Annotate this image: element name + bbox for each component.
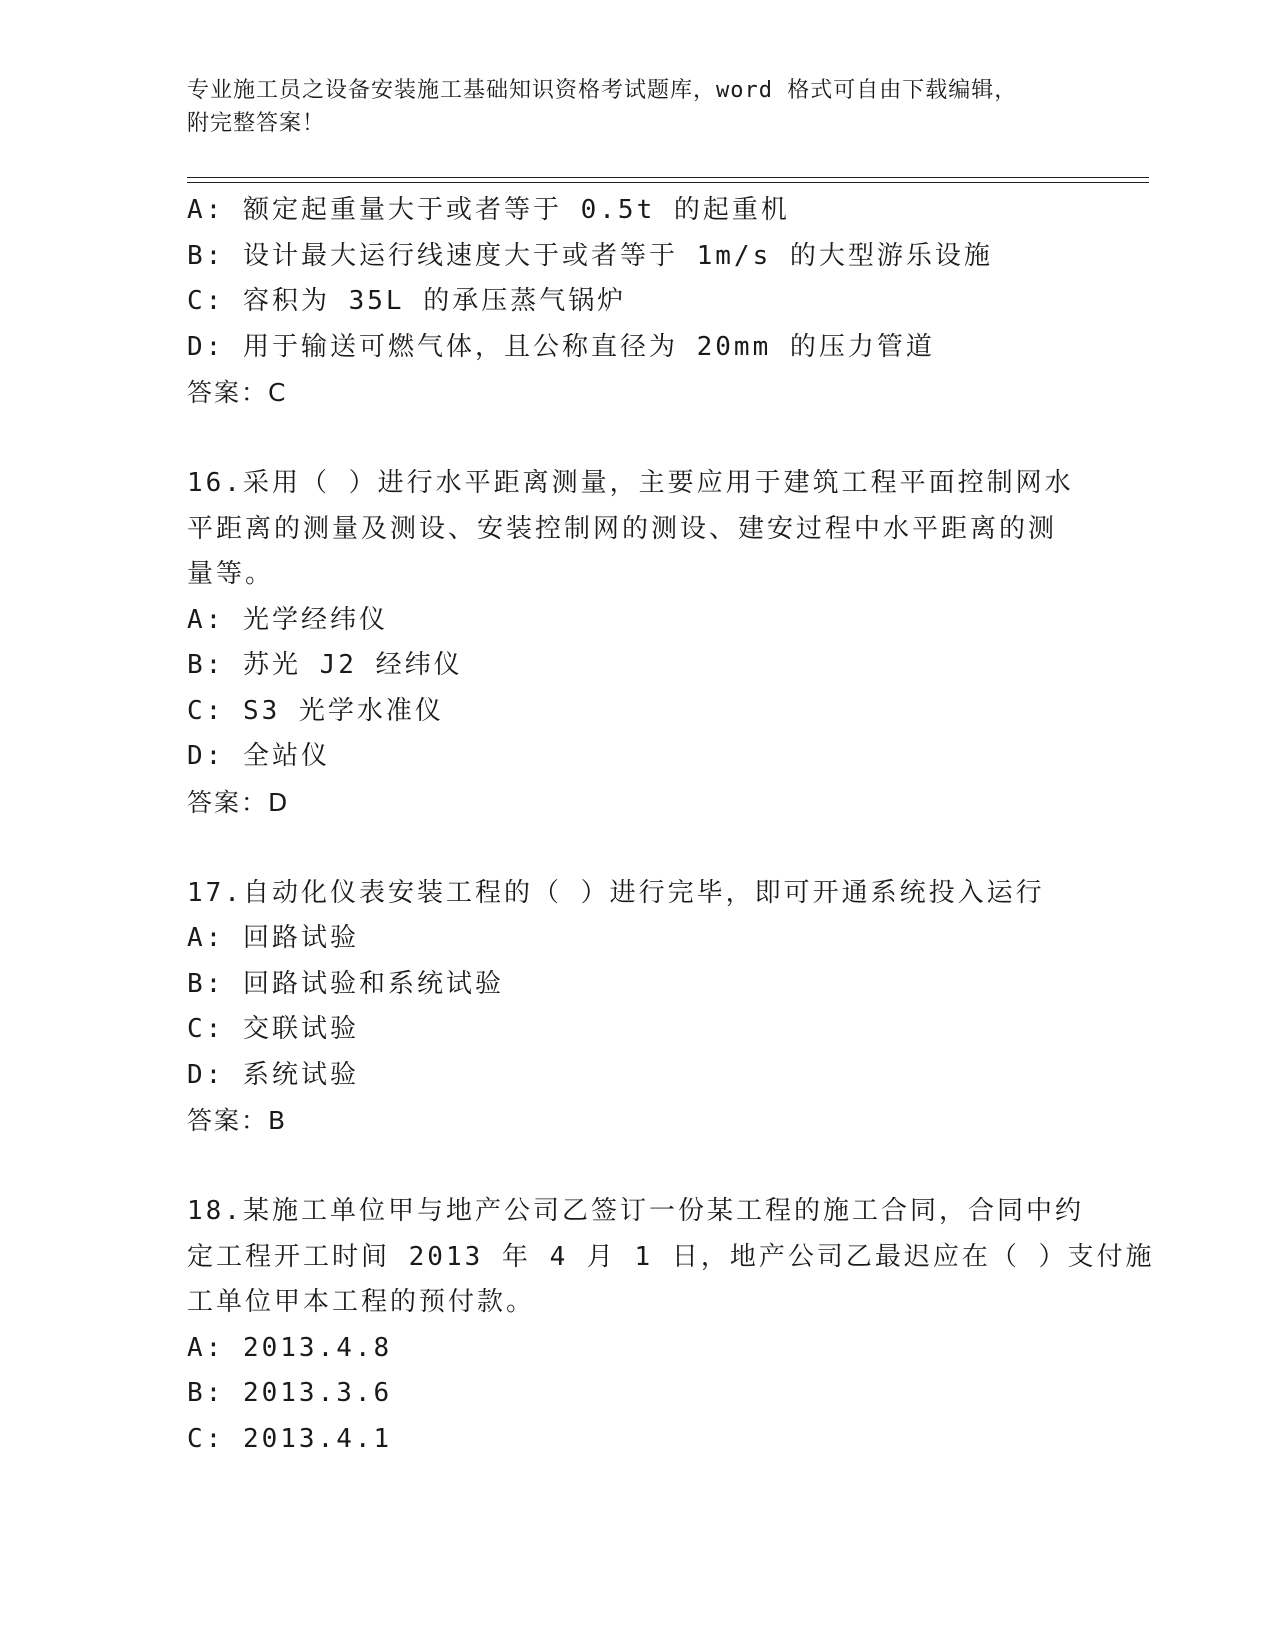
header-divider-top [187,177,1149,178]
answer-line: 答案：C [187,378,288,407]
option-a: A: 回路试验 [187,923,359,953]
question-17 [187,871,1087,1144]
header-line-2: 附完整答案！ [187,111,326,136]
question-stem-line: 量等。 [187,559,275,589]
option-c: C: 交联试验 [187,1014,359,1044]
question-stem-line: 16.采用（ ）进行水平距离测量，主要应用于建筑工程平面控制网水 [187,468,1074,498]
question-stem-line: 定工程开工时间 2013 年 4 月 1 日，地产公司乙最迟应在（ ）支付施 [187,1241,1155,1272]
option-c: C: S3 光学水准仪 [187,695,444,726]
question-15 [187,188,1087,416]
question-list [187,188,1155,1462]
option-a: A: 光学经纬仪 [187,604,388,635]
answer-line: 答案：B [187,1106,288,1135]
option-b: B: 设计最大运行线速度大于或者等于 1m/s 的大型游乐设施 [187,240,993,271]
option-d: D: 全站仪 [187,741,330,771]
option-b: B: 苏光 J2 经纬仪 [187,650,463,680]
header-divider-bottom [187,182,1149,183]
option-b: B: 2013.3.6 [187,1378,393,1408]
answer-line: 答案：D [187,787,290,817]
option-d: D: 系统试验 [187,1059,359,1090]
option-a: A: 额定起重量大于或者等于 0.5t 的起重机 [187,195,790,225]
question-stem-line: 18.某施工单位甲与地产公司乙签订一份某工程的施工合同，合同中约 [187,1196,1084,1226]
header-line-1: 专业施工员之设备安装施工基础知识资格考试题库，word 格式可自由下载编辑， [187,78,1018,103]
option-a: A: 2013.4.8 [187,1332,393,1363]
option-b: B: 回路试验和系统试验 [187,968,504,999]
question-stem-line: 17.自动化仪表安装工程的（ ）进行完毕，即可开通系统投入运行 [187,877,1045,908]
document-header [187,74,1067,140]
question-stem-line: 工单位甲本工程的预付款。 [187,1287,536,1317]
option-c: C: 容积为 35L 的承压蒸气锅炉 [187,286,627,316]
option-c: C: 2013.4.1 [187,1423,393,1454]
option-d: D: 用于输送可燃气体，且公称直径为 20mm 的压力管道 [187,331,935,362]
question-18 [187,1189,1155,1462]
question-stem-line: 平距离的测量及测设、安装控制网的测设、建安过程中水平距离的测 [187,513,1058,544]
question-16 [187,461,1087,825]
